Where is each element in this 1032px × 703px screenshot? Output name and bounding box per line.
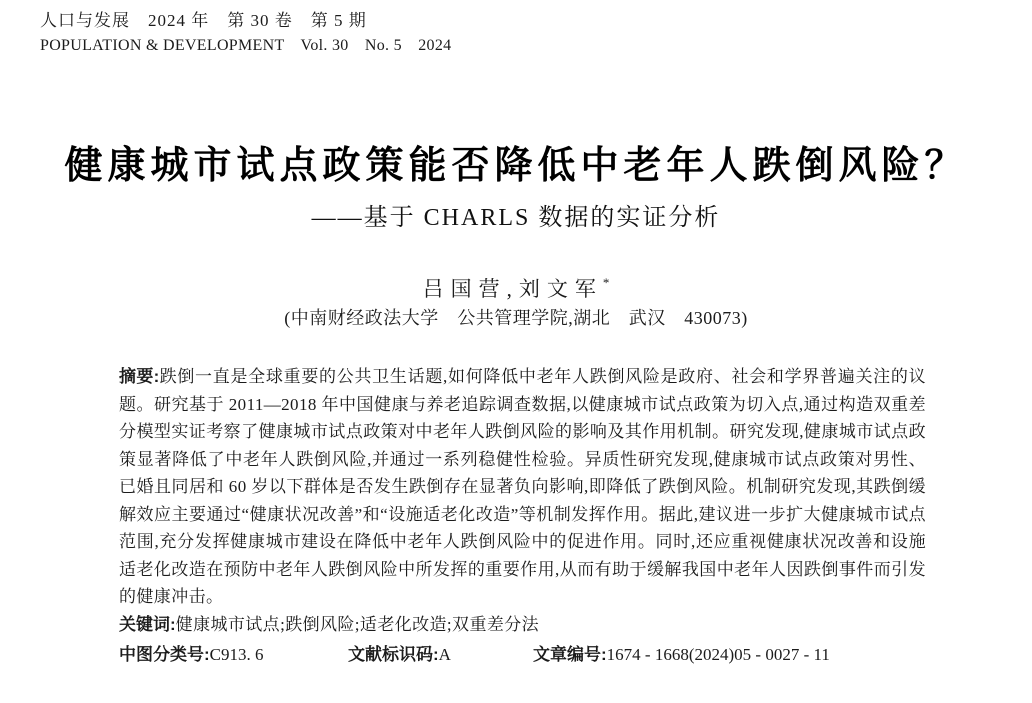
front-matter-block	[119, 363, 926, 669]
author-affiliation: (中南财经政法大学 公共管理学院,湖北 武汉 430073)	[284, 308, 748, 328]
document-code-value: A	[438, 645, 451, 664]
journal-name-volume-en: POPULATION & DEVELOPMENT Vol. 30 No. 5 2024	[40, 37, 452, 54]
article-id-label: 文章编号:	[533, 645, 607, 664]
document-code-label: 文献标识码:	[348, 645, 439, 664]
abstract-paragraph	[119, 363, 926, 611]
journal-name-volume-cn: 人口与发展 2024 年 第 30 卷 第 5 期	[40, 11, 367, 30]
keywords-text: 健康城市试点;跌倒风险;适老化改造;双重差分法	[175, 614, 540, 634]
clc-number-label: 中图分类号:	[119, 645, 210, 664]
author-names: 吕国营,刘文军	[422, 277, 603, 301]
author-line	[0, 269, 1032, 303]
article-id	[533, 641, 926, 669]
abstract-label: 摘要:	[119, 367, 160, 386]
abstract-text: 跌倒一直是全球重要的公共卫生话题,如何降低中老年人跌倒风险是政府、社会和学界普遍关注的议题。研究基于 2011—2018 年中国健康与养老追踪调查数据,以健康城市试点政策为切入点,通过构造双重差分模型实证考察了健康城市试点政策对中老年人跌倒风险的影响及其作用机制。研究发现,健康城市试点政策显著降低了中老年人跌倒风险,并通过一系列稳健性检验。异质性研究发现,健康城市试点政策对男性、已婚且同居和 60 岁以下群体是否发生跌倒存在显著负向影响,即降低了跌倒风险。机制研究发现,其跌倒缓解效应主要通过“健康状况改善”和“设施适老化改造”等机制发挥作用。据此,建议进一步扩大健康城市试点范围,充分发挥健康城市建设在降低中老年人跌倒风险中的促进作用。同时,还应重视健康状况改善和设施适老化改造在预防中老年人跌倒风险中所发挥的重要作用,从而有助于缓解我国中老年人因跌倒事件而引发的健康冲击。	[119, 367, 926, 606]
keywords-line	[119, 611, 926, 639]
keywords-label: 关键词:	[119, 614, 176, 634]
article-title: 健康城市试点政策能否降低中老年人跌倒风险？	[64, 145, 968, 187]
clc-number	[119, 641, 348, 669]
author-footnote-mark: *	[602, 275, 610, 290]
classification-line	[119, 641, 926, 669]
article-subtitle: ——基于 CHARLS 数据的实证分析	[311, 205, 721, 231]
document-code	[348, 641, 533, 669]
journal-masthead	[40, 10, 451, 56]
article-id-value: 1674 - 1668(2024)05 - 0027 - 11	[606, 645, 830, 664]
clc-number-value: C913. 6	[209, 645, 264, 664]
